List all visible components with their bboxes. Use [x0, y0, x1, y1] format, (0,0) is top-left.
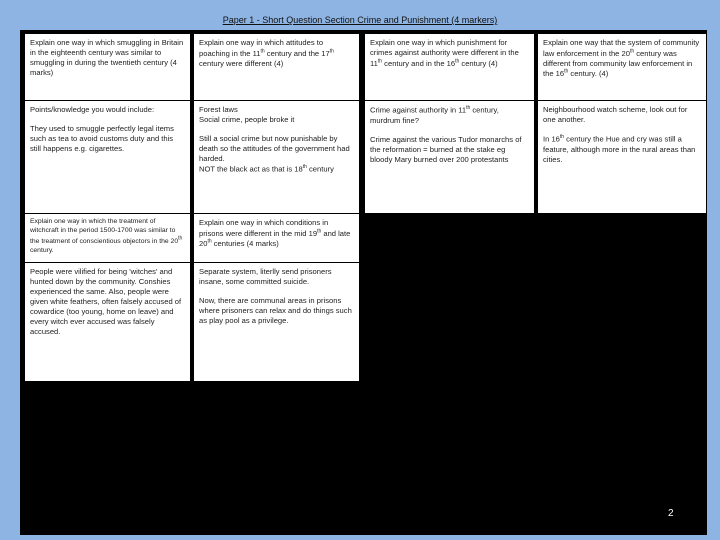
- page-number: 2: [668, 508, 674, 519]
- question-text: Explain one way in which punishment for crimes against authority were different in the 11th century and in the 16th century (4): [370, 38, 519, 68]
- question-cell: [537, 33, 707, 101]
- answer-text: Now, there are communal areas in prisons where prisoners can relax and do things such as play pool as a privilege.: [199, 296, 352, 326]
- question-cell: [364, 33, 535, 101]
- answer-text: People were vilified for being 'witches' and hunted down by the community. Conshies experienced the same. Also, people were given white feathers, often falsely accused of cowardice (too young, home on leave) and every witch ever accused was falsely accused.: [30, 267, 182, 337]
- answer-text: Still a social crime but now punishable by death so the attitudes of the government had harded. NOT the black act as that is 18th century: [199, 134, 350, 174]
- answer-cell: [193, 100, 360, 214]
- question-text: Explain one way in which conditions in prisons were different in the mid 19th and late 20th centuries (4 marks): [199, 218, 351, 249]
- answer-cell: [364, 100, 535, 214]
- answer-cell: [537, 100, 707, 214]
- question-cell: [24, 213, 191, 263]
- question-text: Explain one way that the system of community law enforcement in the 20th century was different from community law enforcement in the 16th century. (4): [543, 38, 700, 79]
- question-text: Explain one way in which attitudes to poaching in the 11th century and the 17th century were different (4): [199, 38, 334, 68]
- question-text: Explain one way in which the treatment of witchcraft in the period 1500-1700 was similar to the treatment of conscientious objectors in the 20th century.: [30, 218, 183, 255]
- question-text: Explain one way in which smuggling in Britain in the eighteenth century was similar to smuggling in during the twentieth century (4 marks): [30, 38, 184, 78]
- question-cell: [24, 33, 191, 101]
- answer-cell: [24, 262, 191, 382]
- answer-text: Forest laws Social crime, people broke it: [199, 105, 295, 125]
- page-title: Paper 1 - Short Question Section Crime and Punishment (4 markers): [222, 15, 498, 25]
- answer-text: Points/knowledge you would include:: [30, 105, 155, 114]
- answer-text: Separate system, literlly send prisoners insane, some committed suicide.: [199, 267, 332, 287]
- question-cell: [193, 213, 360, 263]
- question-cell: [193, 33, 360, 101]
- answer-text: Neighbourhood watch scheme, look out for one another.: [543, 105, 688, 125]
- answer-text: Crime against authority in 11th century, murdrum fine?: [370, 105, 499, 125]
- answer-text: Crime against the various Tudor monarchs of the reformation = burned at the stake eg bloody Mary burned over 200 protestants: [370, 134, 522, 164]
- answer-cell: [24, 100, 191, 214]
- answer-cell: [193, 262, 360, 382]
- answer-text: They used to smuggle perfectly legal items such as tea to avoid customs duty and this still happens e.g. cigarettes.: [30, 124, 174, 154]
- answer-text: In 16th century the Hue and cry was still a feature, although more in the rural areas than cities.: [543, 134, 696, 164]
